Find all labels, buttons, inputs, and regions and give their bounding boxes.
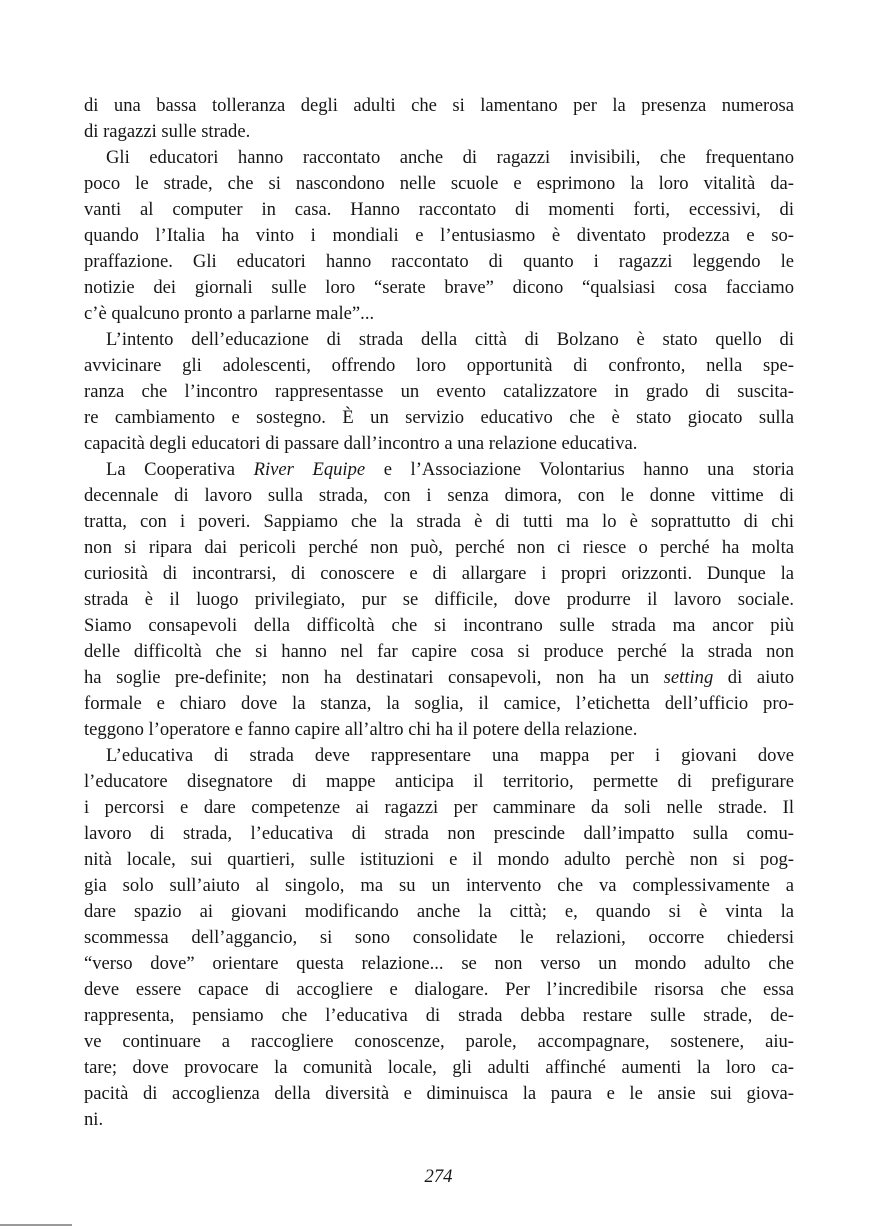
scan-edge-mark [0,1224,72,1226]
text-line: di ragazzi sulle strade. [84,121,251,142]
text-line: quando l’Italia ha vinto i mondiali e l’entusiasmo è diventato prodezza e so- [84,225,794,246]
text-line: praffazione. Gli educatori hanno raccontato di quanto i ragazzi leggendo le [84,251,794,272]
text-line: nità locale, sui quartieri, sulle istituzioni e il mondo adulto perchè non si pog- [84,849,794,870]
text-line: scommessa dell’aggancio, si sono consolidate le relazioni, occorre chiedersi [84,927,794,948]
text-line: tare; dove provocare la comunità locale, gli adulti affinché aumenti la loro ca- [84,1057,794,1078]
text-line: notizie dei giornali sulle loro “serate brave” dicono “qualsiasi cosa facciamo [84,277,794,298]
text-line: pacità di accoglienza della diversità e diminuisca la paura e le ansie sui giova- [84,1083,794,1104]
text-line: di una bassa tolleranza degli adulti che si lamentano per la presenza numerosa [84,95,794,116]
text-line: ranza che l’incontro rappresentasse un evento catalizzatore in grado di suscita- [84,381,794,402]
text-line: dare spazio ai giovani modificando anche la città; e, quando si è vinta la [84,901,794,922]
text-line: avvicinare gli adolescenti, offrendo loro opportunità di confronto, nella spe- [84,355,794,376]
text-line: formale e chiaro dove la stanza, la soglia, il camice, l’etichetta dell’ufficio pro- [84,693,794,714]
text-line: i percorsi e dare competenze ai ragazzi per camminare da soli nelle strade. Il [84,797,794,818]
text-line: Gli educatori hanno raccontato anche di ragazzi invisibili, che frequentano [106,147,794,168]
text-line: delle difficoltà che si hanno nel far capire cosa si produce perché la strada non [84,641,794,662]
text-line: decennale di lavoro sulla strada, con i senza dimora, con le donne vittime di [84,485,794,506]
text-line: L’educativa di strada deve rappresentare una mappa per i giovani dove [106,745,794,766]
text-line: lavoro di strada, l’educativa di strada non prescinde dall’impatto sulla comu- [84,823,794,844]
text-line: Siamo consapevoli della difficoltà che si incontrano sulle strada ma ancor più [84,615,794,636]
text-line: ve continuare a raccogliere conoscenze, parole, accompagnare, sostenere, aiu- [84,1031,794,1052]
text-run: di aiuto [713,667,794,688]
text-line: gia solo sull’aiuto al singolo, ma su un intervento che va complessivamente a [84,875,794,896]
page-number: 274 [424,1166,453,1187]
text-line: curiosità di incontrarsi, di conoscere e di allargare i propri orizzonti. Dunque la [84,563,794,584]
text-line: “verso dove” orientare questa relazione... se non verso un mondo adulto che [84,953,794,974]
text-line: deve essere capace di accogliere e dialogare. Per l’incredibile risorsa che essa [84,979,794,1000]
italic-term: River Equipe [253,459,366,480]
text-line: rappresenta, pensiamo che l’educativa di strada debba restare sulle strade, de- [84,1005,794,1026]
italic-term: setting [663,667,714,688]
text-run: e l’Associazione Volontarius hanno una storia [365,459,794,480]
text-line: tratta, con i poveri. Sappiamo che la strada è di tutti ma lo è soprattutto di chi [84,511,794,532]
text-line: re cambiamento e sostegno. È un servizio educativo che è stato giocato sulla [84,407,794,428]
text-line: capacità degli educatori di passare dall’incontro a una relazione educativa. [84,433,638,454]
text-line: teggono l’operatore e fanno capire all’altro chi ha il potere della relazione. [84,719,638,740]
text-line: L’intento dell’educazione di strada della città di Bolzano è stato quello di [106,329,794,350]
text-run: La Cooperativa [106,459,254,480]
text-line: c’è qualcuno pronto a parlarne male”... [84,303,375,324]
text-line: ni. [84,1109,104,1130]
text-line: poco le strade, che si nascondono nelle scuole e esprimono la loro vitalità da- [84,173,794,194]
text-line: strada è il luogo privilegiato, pur se difficile, dove produrre il lavoro sociale. [84,589,794,610]
text-line [106,457,794,483]
text-line: vanti al computer in casa. Hanno raccontato di momenti forti, eccessivi, di [84,199,794,220]
text-run: ha soglie pre-definite; non ha destinatari consapevoli, non ha un [84,667,664,688]
text-line: non si ripara dai pericoli perché non può, perché non ci riesce o perché ha molta [84,537,794,558]
text-line [84,665,794,691]
text-line: l’educatore disegnatore di mappe anticipa il territorio, permette di prefigurare [84,771,794,792]
